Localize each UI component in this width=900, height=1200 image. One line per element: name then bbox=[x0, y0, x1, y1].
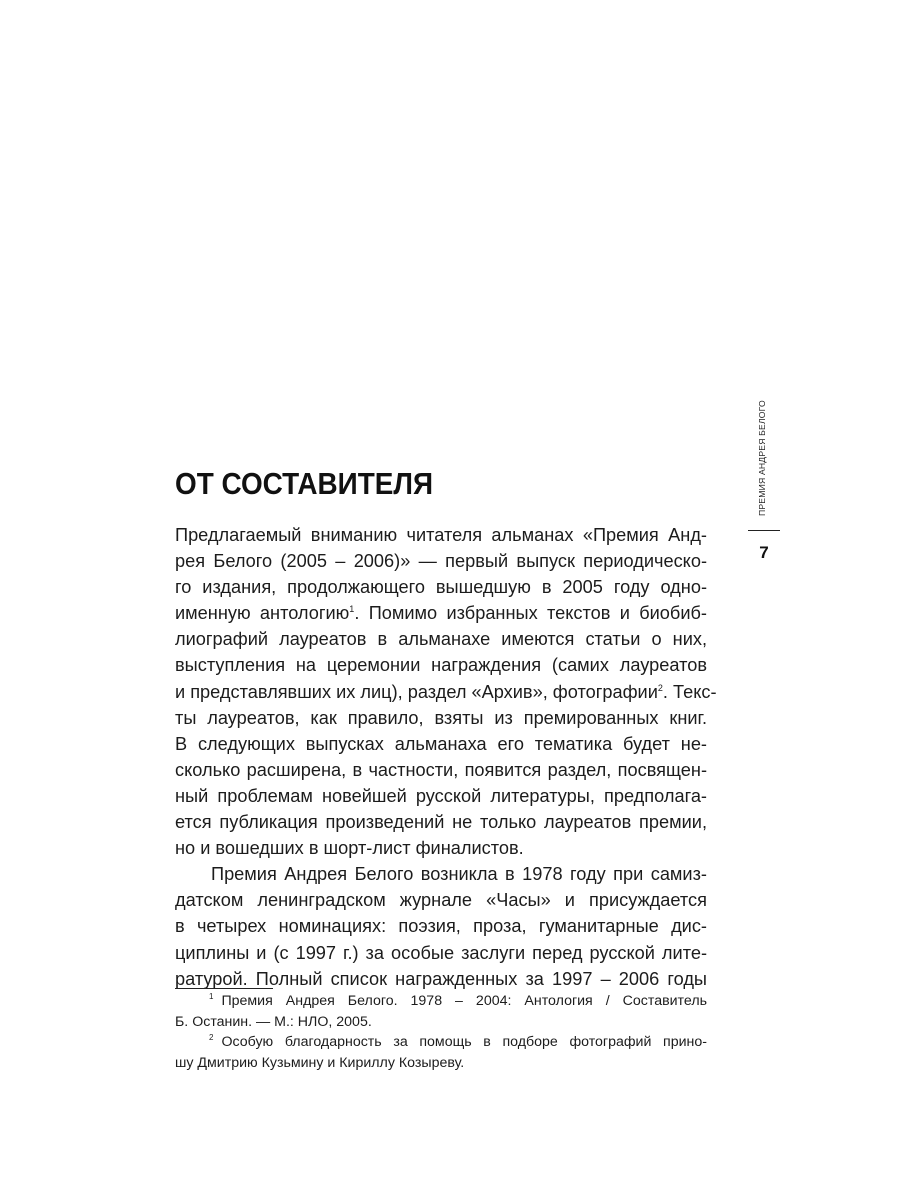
running-head-text: ПРЕМИЯ АНДРЕЯ БЕЛОГО bbox=[757, 400, 767, 516]
body-line: рея Белого (2005 – 2006)» — первый выпуск периодическо- bbox=[175, 551, 707, 572]
body-line: сколько расширена, в частности, появится раздел, посвящен- bbox=[175, 759, 707, 780]
body-line: го издания, продолжающего вышедшую в 2005 году одно- bbox=[175, 577, 707, 598]
body-line-text: . Помимо избранных текстов и биобиб- bbox=[354, 603, 707, 624]
body-line: Премия Андрея Белого возникла в 1978 году при самиз- bbox=[211, 864, 707, 885]
footnote-2-mark: 2 bbox=[209, 1033, 214, 1043]
body-line: но и вошедших в шорт-лист финалистов. bbox=[175, 838, 524, 859]
body-line-text: и представлявших их лиц), раздел «Архив», фотографии bbox=[175, 681, 658, 702]
body-line: в четырех номинациях: поэзия, проза, гуманитарные дис- bbox=[175, 916, 707, 937]
footnote-2-text: Особую благодарность за помощь в подборе фотографий прино- bbox=[221, 1034, 707, 1050]
footnotes bbox=[175, 991, 707, 1073]
body-line: ратурой. Полный список награжденных за 1997 – 2006 годы bbox=[175, 968, 707, 989]
body-line: ется публикация произведений не только лауреатов премии, bbox=[175, 812, 707, 833]
page-number: 7 bbox=[759, 543, 769, 562]
footnote-1-cont: Б. Останин. — М.: НЛО, 2005. bbox=[175, 1013, 372, 1030]
body-line: лиографий лауреатов в альманахе имеются статьи о них, bbox=[175, 629, 707, 650]
body-line: датском ленинградском журнале «Часы» и присуждается bbox=[175, 890, 707, 911]
body-line-text: . Текс- bbox=[662, 681, 717, 702]
body-line: В следующих выпусках альманаха его тематика будет не- bbox=[175, 733, 707, 754]
footnote-1-mark: 1 bbox=[209, 992, 214, 1002]
body-line-text: именную антологию bbox=[175, 603, 350, 624]
body-line: Предлагаемый вниманию читателя альманах «Премия Анд- bbox=[175, 525, 707, 545]
body-line: выступления на церемонии награждения (самих лауреатов bbox=[175, 655, 707, 676]
body-line bbox=[175, 600, 707, 626]
footnote-2-cont: шу Дмитрию Кузьмину и Кириллу Козыреву. bbox=[175, 1054, 465, 1071]
footnote-1-text: Премия Андрея Белого. 1978 – 2004: Антология / Составитель bbox=[221, 993, 707, 1009]
body-line: циплины и (с 1997 г.) за особые заслуги перед русской лите- bbox=[175, 942, 707, 963]
body-line: ты лауреатов, как правило, взяты из премированных книг. bbox=[175, 707, 707, 728]
footnote-1 bbox=[175, 991, 707, 1012]
body-line bbox=[175, 679, 717, 705]
body-line: ный проблемам новейшей русской литературы, предполага- bbox=[175, 785, 707, 806]
running-head bbox=[757, 392, 771, 516]
footnote-ref-1: 1 bbox=[349, 604, 355, 615]
footnote-2 bbox=[175, 1032, 707, 1053]
body-text bbox=[175, 522, 717, 992]
chapter-title: ОТ СОСТАВИТЕЛЯ bbox=[175, 466, 434, 501]
running-head-rule bbox=[748, 530, 780, 531]
footnote-ref-2: 2 bbox=[657, 682, 663, 693]
footnote-separator bbox=[175, 988, 273, 989]
